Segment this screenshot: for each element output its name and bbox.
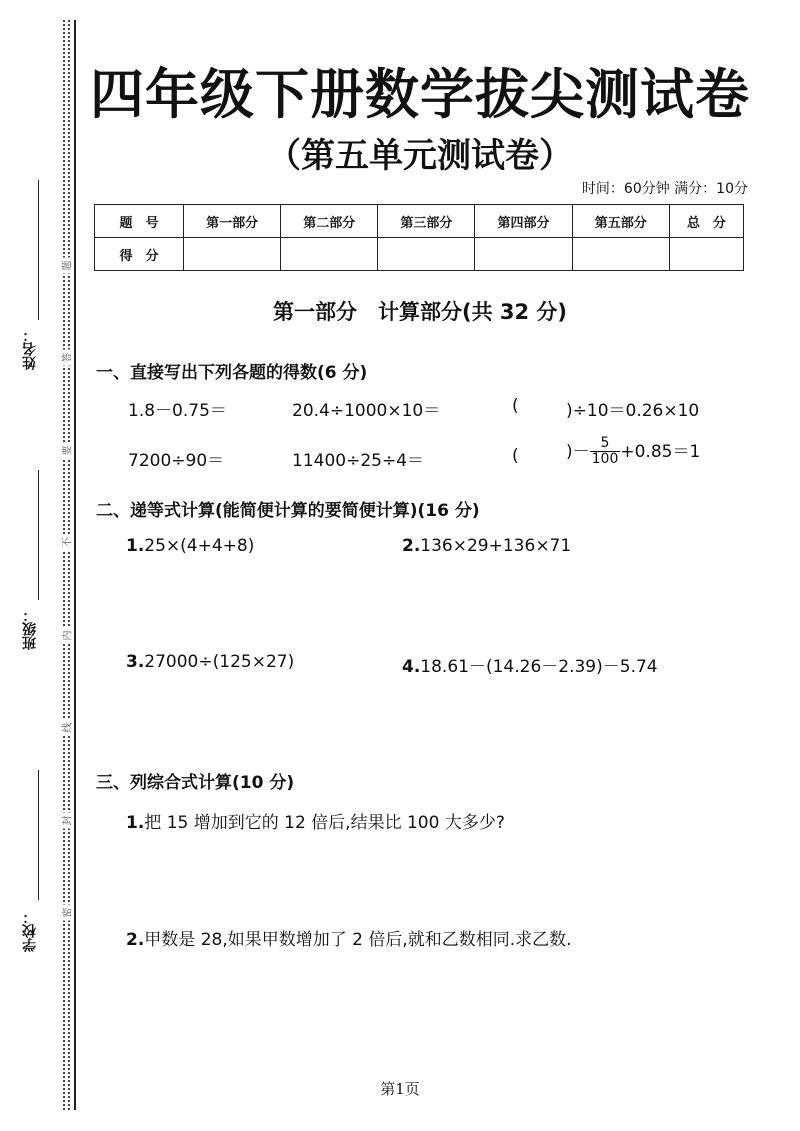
word-problem xyxy=(126,808,505,833)
name-label: 姓名： xyxy=(22,328,38,370)
score-header-cell: 题 号 xyxy=(95,205,184,238)
question-paren: ( xyxy=(512,396,519,416)
binding-dotted-line xyxy=(68,20,70,1110)
fraction xyxy=(590,436,621,468)
section3-title: 三、列综合式计算(10 分) xyxy=(96,773,295,793)
question: 1.8－0.75＝ xyxy=(128,401,227,421)
seal-char: 不 xyxy=(59,535,74,551)
question-fraction-expr xyxy=(566,436,700,468)
page-title: 四年级下册数学拔尖测试卷 xyxy=(90,62,750,126)
part1-heading: 第一部分 计算部分(共 32 分) xyxy=(272,300,568,324)
problem-text: 甲数是 28,如果甲数增加了 2 倍后,就和乙数相同.求乙数. xyxy=(144,930,572,950)
section2-title: 二、递等式计算(能简便计算的要简便计算)(16 分) xyxy=(96,501,480,521)
school-blank xyxy=(38,770,39,900)
section1-title: 一、直接写出下列各题的得数(6 分) xyxy=(96,363,368,383)
seal-char: 密 xyxy=(59,905,74,921)
binding-solid-line xyxy=(74,20,76,1110)
class-label: 班级： xyxy=(22,608,38,650)
item-expression: 25×(4+4+8) xyxy=(144,536,255,556)
calc-item xyxy=(402,652,658,677)
class-blank xyxy=(38,470,39,600)
item-number: 1. xyxy=(126,813,145,833)
page-subtitle: （第五单元测试卷） xyxy=(267,136,573,176)
score-table-score-row xyxy=(95,238,744,271)
item-number: 2. xyxy=(402,536,421,556)
seal-char: 答 xyxy=(59,350,74,366)
score-cell[interactable] xyxy=(669,238,743,271)
score-row-label: 得 分 xyxy=(95,238,184,271)
calc-item xyxy=(126,652,294,672)
page-number: 第1页 xyxy=(380,1080,420,1098)
score-cell[interactable] xyxy=(475,238,572,271)
binding-margin xyxy=(0,0,90,1131)
score-header-cell: 第五部分 xyxy=(572,205,669,238)
score-cell[interactable] xyxy=(184,238,281,271)
fraction-denominator: 100 xyxy=(591,451,619,468)
school-label: 学校： xyxy=(22,910,38,952)
question: )÷10＝0.26×10 xyxy=(566,401,700,421)
seal-char: 题 xyxy=(59,258,74,274)
calc-item xyxy=(126,536,254,556)
item-expression: 18.61－(14.26－2.39)－5.74 xyxy=(420,657,658,677)
score-header-cell: 第二部分 xyxy=(281,205,378,238)
question: 20.4÷1000×10＝ xyxy=(292,401,441,421)
question-paren: ( xyxy=(512,446,519,466)
score-cell[interactable] xyxy=(572,238,669,271)
item-number: 3. xyxy=(126,652,145,672)
name-blank xyxy=(38,180,39,320)
word-problem xyxy=(126,925,572,950)
question: 11400÷25÷4＝ xyxy=(292,451,425,471)
item-number: 4. xyxy=(402,657,421,677)
item-expression: 27000÷(125×27) xyxy=(144,652,295,672)
score-header-cell: 第一部分 xyxy=(184,205,281,238)
score-header-cell: 第四部分 xyxy=(475,205,572,238)
score-cell[interactable] xyxy=(281,238,378,271)
seal-char: 要 xyxy=(59,443,74,459)
question-part: +0.85＝1 xyxy=(620,441,701,462)
item-number: 1. xyxy=(126,536,145,556)
item-number: 2. xyxy=(126,930,145,950)
question-part: )－ xyxy=(566,441,590,462)
exam-meta: 时间：60分钟 满分：10分 xyxy=(581,181,748,197)
binding-dotted-line xyxy=(63,20,65,1110)
fraction-numerator: 5 xyxy=(590,436,621,452)
score-table-header-row xyxy=(95,205,744,238)
score-cell[interactable] xyxy=(378,238,475,271)
problem-text: 把 15 增加到它的 12 倍后,结果比 100 大多少? xyxy=(144,813,505,833)
seal-char: 封 xyxy=(59,813,74,829)
calc-item xyxy=(402,536,571,556)
score-table xyxy=(94,204,744,271)
seal-char: 内 xyxy=(59,628,74,644)
question: 7200÷90＝ xyxy=(128,451,225,471)
score-header-cell: 第三部分 xyxy=(378,205,475,238)
item-expression: 136×29+136×71 xyxy=(420,536,572,556)
seal-char: 线 xyxy=(59,720,74,736)
score-header-cell: 总 分 xyxy=(669,205,743,238)
